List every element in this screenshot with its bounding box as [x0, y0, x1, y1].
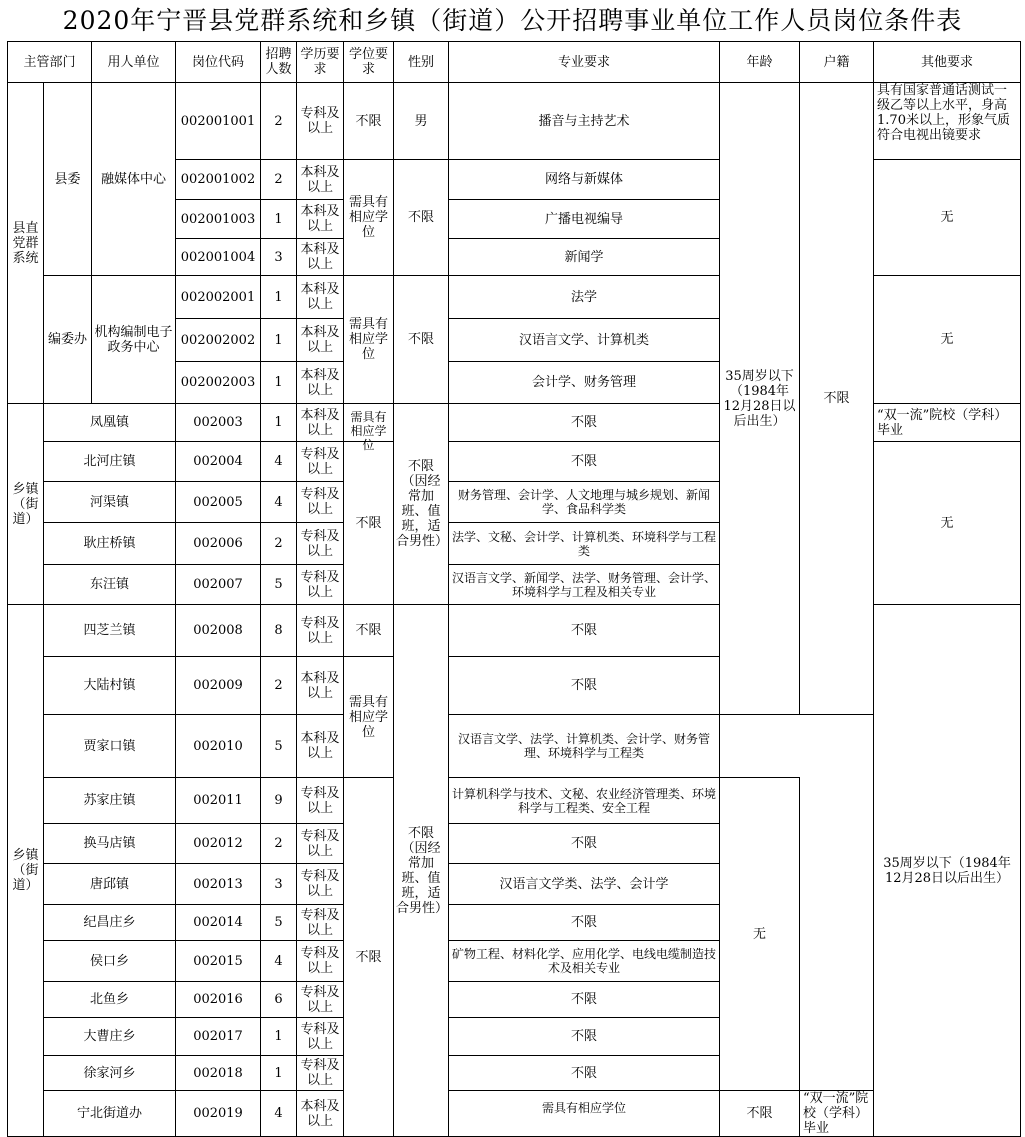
edu-cell: 专科及以上 [297, 824, 344, 864]
degree-cell: 不限 [344, 605, 394, 657]
edu-cell: 专科及以上 [297, 523, 344, 565]
count-cell: 2 [261, 824, 297, 864]
edu-cell: 本科及以上 [297, 319, 344, 362]
unit-cell: 大曹庄乡 [44, 1018, 176, 1056]
edu-cell: 专科及以上 [297, 83, 344, 160]
edu-cell: 专科及以上 [297, 778, 344, 824]
group-label: 乡镇（街道） [8, 605, 44, 1137]
table-row [8, 1056, 1021, 1091]
count-cell: 1 [261, 319, 297, 362]
count-cell: 4 [261, 482, 297, 523]
code-cell: 002007 [176, 565, 261, 605]
code-cell: 002004 [176, 442, 261, 482]
major-cell: 矿物工程、材料化学、应用化学、电线电缆制造技术及相关专业 [449, 941, 720, 982]
edu-cell: 专科及以上 [297, 1018, 344, 1056]
major-cell: 不限 [449, 404, 720, 442]
code-cell: 002012 [176, 824, 261, 864]
code-cell: 002009 [176, 657, 261, 715]
table-row [8, 1091, 1021, 1137]
header-unit: 用人单位 [92, 42, 176, 83]
other-cell: 无 [720, 778, 800, 1091]
code-cell: 002002003 [176, 362, 261, 404]
major-cell: 广播电视编导 [449, 200, 720, 239]
unit-cell: 徐家河乡 [44, 1056, 176, 1091]
major-cell: 汉语言文学、计算机类 [449, 319, 720, 362]
major-cell: 法学、文秘、会计学、计算机类、环境科学与工程类 [449, 523, 720, 565]
other-cell: 无 [874, 160, 1021, 276]
header-degree: 学位要求 [344, 42, 394, 83]
header-code: 岗位代码 [176, 42, 261, 83]
edu-cell: 本科及以上 [297, 239, 344, 276]
edu-cell: 专科及以上 [297, 482, 344, 523]
unit-cell: 唐邱镇 [44, 864, 176, 905]
unit-cell: 纪昌庄乡 [44, 905, 176, 941]
major-cell: 计算机科学与技术、文秘、农业经济管理类、环境科学与工程类、安全工程 [449, 778, 720, 824]
edu-cell: 专科及以上 [297, 442, 344, 482]
unit-cell: 北河庄镇 [44, 442, 176, 482]
count-cell: 5 [261, 905, 297, 941]
count-cell: 3 [261, 864, 297, 905]
table-row [8, 824, 1021, 864]
group-label: 乡镇（街道） [8, 404, 44, 605]
count-cell: 2 [261, 523, 297, 565]
code-cell: 002018 [176, 1056, 261, 1091]
count-cell: 1 [261, 362, 297, 404]
unit-cell: 大陆村镇 [44, 657, 176, 715]
major-cell: 不限 [449, 824, 720, 864]
major-cell: 不限 [449, 1018, 720, 1056]
group-label: 县直党群系统 [8, 83, 44, 404]
major-cell: 不限 [449, 657, 720, 715]
header-dept: 主管部门 [8, 42, 92, 83]
edu-cell: 本科及以上 [297, 362, 344, 404]
unit-cell: 河渠镇 [44, 482, 176, 523]
degree-cell: 需具有相应学位 [344, 404, 394, 442]
edu-cell: 本科及以上 [297, 276, 344, 319]
unit-cell: 侯口乡 [44, 941, 176, 982]
count-cell: 2 [261, 657, 297, 715]
major-cell: 汉语言文学类、法学、会计学 [449, 864, 720, 905]
edu-cell: 本科及以上 [297, 160, 344, 200]
major-cell: 法学 [449, 276, 720, 319]
major-cell: 会计学、财务管理 [449, 362, 720, 404]
edu-cell: 专科及以上 [297, 605, 344, 657]
edu-cell: 专科及以上 [297, 982, 344, 1018]
gender-cell: 不限（因经常加班、值班，适合男性） [394, 404, 449, 605]
degree-cell: 不限 [344, 442, 394, 605]
count-cell: 4 [261, 941, 297, 982]
degree-cell: 需具有相应学位 [344, 276, 394, 404]
code-cell: 002011 [176, 778, 261, 824]
other-cell: 无 [874, 276, 1021, 404]
hukou-cell: 不限 [800, 83, 874, 715]
edu-cell: 专科及以上 [297, 565, 344, 605]
major-cell: 不限 [720, 1091, 800, 1137]
major-cell: 不限 [449, 1056, 720, 1091]
gender-cell: 不限 [394, 160, 449, 276]
unit-cell: 耿庄桥镇 [44, 523, 176, 565]
major-cell: 新闻学 [449, 239, 720, 276]
table-row [8, 778, 1021, 824]
other-cell: 无 [874, 442, 1021, 605]
header-count: 招聘人数 [261, 42, 297, 83]
edu-cell: 专科及以上 [297, 941, 344, 982]
major-cell: 不限 [449, 442, 720, 482]
edu-cell: 本科及以上 [297, 715, 344, 778]
table-row [8, 905, 1021, 941]
table-row [8, 83, 1021, 160]
count-cell: 1 [261, 200, 297, 239]
job-table [7, 41, 1021, 1137]
header-major: 专业要求 [449, 42, 720, 83]
other-cell: “双一流”院校（学科）毕业 [800, 1091, 874, 1137]
count-cell: 1 [261, 1056, 297, 1091]
header-row [8, 42, 1021, 83]
code-cell: 002017 [176, 1018, 261, 1056]
unit-cell: 东汪镇 [44, 565, 176, 605]
code-cell: 002001001 [176, 83, 261, 160]
header-age: 年龄 [720, 42, 800, 83]
unit-cell: 融媒体中心 [92, 83, 176, 276]
major-cell: 不限 [449, 905, 720, 941]
header-edu: 学历要求 [297, 42, 344, 83]
page-title: 2020年宁晋县党群系统和乡镇（街道）公开招聘事业单位工作人员岗位条件表 [62, 6, 963, 35]
count-cell: 5 [261, 565, 297, 605]
edu-cell: 专科及以上 [297, 864, 344, 905]
edu-cell: 本科及以上 [297, 200, 344, 239]
dept-cell: 编委办 [44, 276, 92, 404]
count-cell: 2 [261, 160, 297, 200]
edu-cell: 专科及以上 [297, 1056, 344, 1091]
major-cell: 汉语言文学、新闻学、法学、财务管理、会计学、环境科学与工程及相关专业 [449, 565, 720, 605]
table-row [8, 715, 1021, 778]
degree-cell: 需具有相应学位 [449, 1091, 720, 1137]
edu-cell: 本科及以上 [297, 1091, 344, 1137]
code-cell: 002013 [176, 864, 261, 905]
degree-cell: 需具有相应学位 [344, 160, 394, 276]
unit-cell: 四芝兰镇 [44, 605, 176, 657]
unit-cell: 苏家庄镇 [44, 778, 176, 824]
degree-cell: 不限 [344, 778, 394, 1137]
degree-cell: 需具有相应学位 [344, 657, 394, 778]
count-cell: 2 [261, 83, 297, 160]
code-cell: 002001003 [176, 200, 261, 239]
unit-cell: 机构编制电子政务中心 [92, 276, 176, 404]
unit-cell: 宁北街道办 [44, 1091, 176, 1137]
count-cell: 8 [261, 605, 297, 657]
edu-cell: 本科及以上 [297, 404, 344, 442]
unit-cell: 贾家口镇 [44, 715, 176, 778]
code-cell: 002014 [176, 905, 261, 941]
count-cell: 1 [261, 404, 297, 442]
major-cell: 财务管理、会计学、人文地理与城乡规划、新闻学、食品科学类 [449, 482, 720, 523]
edu-cell: 专科及以上 [297, 905, 344, 941]
major-cell: 不限 [449, 605, 720, 657]
major-cell: 播音与主持艺术 [449, 83, 720, 160]
dept-cell: 县委 [44, 83, 92, 276]
table-row [8, 864, 1021, 905]
header-gender: 性别 [394, 42, 449, 83]
count-cell: 9 [261, 778, 297, 824]
code-cell: 002003 [176, 404, 261, 442]
count-cell: 6 [261, 982, 297, 1018]
count-cell: 4 [261, 1091, 297, 1137]
code-cell: 002001002 [176, 160, 261, 200]
unit-cell: 凤凰镇 [44, 404, 176, 442]
table-row [8, 982, 1021, 1018]
code-cell: 002006 [176, 523, 261, 565]
edu-cell: 本科及以上 [297, 657, 344, 715]
age-cell: 35周岁以下（1984年12月28日以后出生） [720, 83, 800, 715]
code-cell: 002019 [176, 1091, 261, 1137]
other-cell: “双一流”院校（学科）毕业 [874, 404, 1021, 442]
unit-cell: 换马店镇 [44, 824, 176, 864]
header-hukou: 户籍 [800, 42, 874, 83]
gender-cell: 不限（因经常加班、值班，适合男性） [394, 605, 449, 1137]
count-cell: 4 [261, 442, 297, 482]
code-cell: 002001004 [176, 239, 261, 276]
count-cell: 3 [261, 239, 297, 276]
code-cell: 002002001 [176, 276, 261, 319]
unit-cell: 北鱼乡 [44, 982, 176, 1018]
gender-cell: 不限 [394, 276, 449, 404]
major-cell: 汉语言文学、法学、计算机类、会计学、财务管理、环境科学与工程类 [449, 715, 720, 778]
header-other: 其他要求 [874, 42, 1021, 83]
code-cell: 002005 [176, 482, 261, 523]
code-cell: 002015 [176, 941, 261, 982]
code-cell: 002016 [176, 982, 261, 1018]
count-cell: 1 [261, 1018, 297, 1056]
major-cell: 不限 [449, 982, 720, 1018]
major-cell: 网络与新媒体 [449, 160, 720, 200]
code-cell: 002010 [176, 715, 261, 778]
count-cell: 1 [261, 276, 297, 319]
code-cell: 002008 [176, 605, 261, 657]
other-cell: 具有国家普通话测试一级乙等以上水平，身高1.70米以上，形象气质符合电视出镜要求 [874, 83, 1021, 160]
age-cell: 35周岁以下（1984年12月28日以后出生） [874, 605, 1021, 1137]
count-cell: 5 [261, 715, 297, 778]
gender-cell: 男 [394, 83, 449, 160]
degree-cell: 不限 [344, 83, 394, 160]
code-cell: 002002002 [176, 319, 261, 362]
table-row [8, 1018, 1021, 1056]
table-row [8, 941, 1021, 982]
